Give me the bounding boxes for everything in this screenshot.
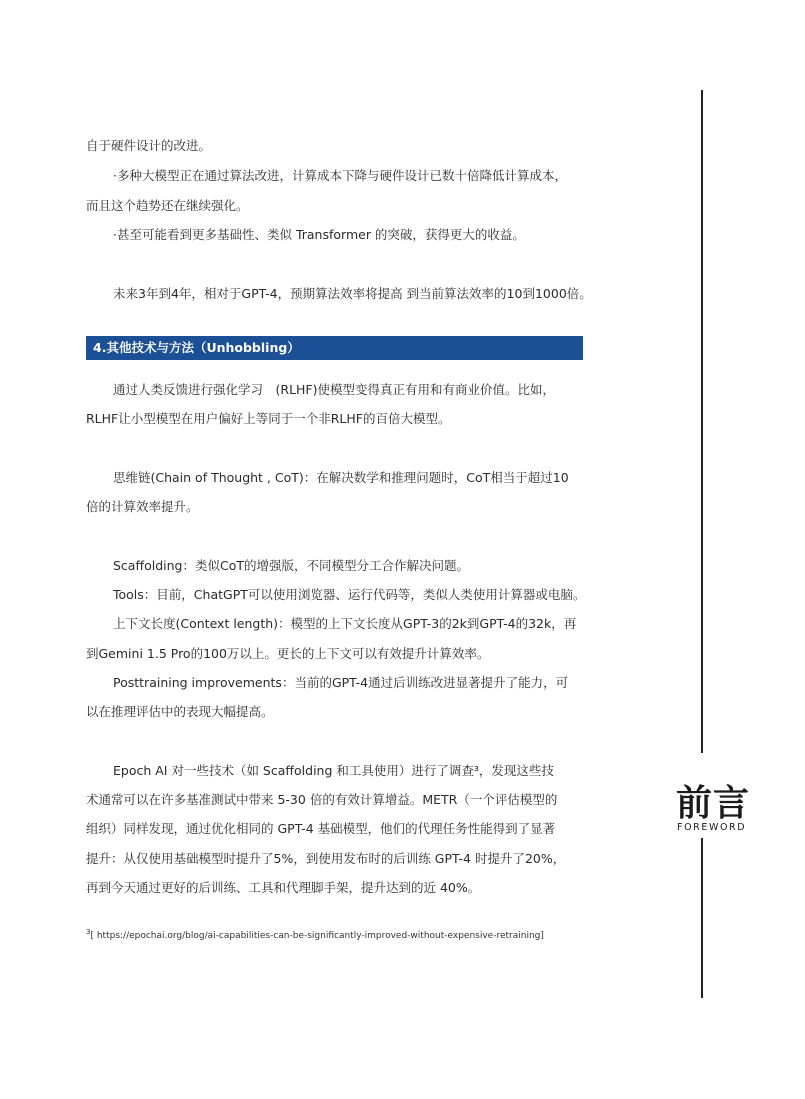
paragraph-line: 术通常可以在许多基准测试中带来 5-30 倍的有效计算增益。METR（一个评估模型的 xyxy=(86,792,558,807)
divider-line-top xyxy=(701,90,703,753)
paragraph-line: 自于硬件设计的改进。 xyxy=(86,138,212,153)
paragraph-line: 思维链(Chain of Thought , CoT)：在解决数学和推理问题时，CoT相当于超过10 xyxy=(113,470,569,485)
paragraph-line: Tools：目前，ChatGPT可以使用浏览器、运行代码等，类似人类使用计算器或电脑。 xyxy=(113,587,586,602)
paragraph-line: 以在推理评估中的表现大幅提高。 xyxy=(86,704,274,719)
paragraph-line: 未来3年到4年，相对于GPT-4，预期算法效率将提高 到当前算法效率的10到1000倍。 xyxy=(113,286,592,301)
paragraph-line: RLHF让小型模型在用户偏好上等同于一个非RLHF的百倍大模型。 xyxy=(86,411,451,426)
divider-line-bottom xyxy=(701,838,703,998)
paragraph-line: ·甚至可能看到更多基础性、类似 Transformer 的突破，获得更大的收益。 xyxy=(113,227,525,242)
footnote-marker: 3 xyxy=(86,928,91,936)
side-title: 前言 xyxy=(676,783,751,824)
footnote-link[interactable]: [ https://epochai.org/blog/ai-capabilities-can-be-significantly-improved-without-expensive-retraining] xyxy=(90,931,544,941)
side-subtitle: FOREWORD xyxy=(677,822,747,833)
paragraph-line: 倍的计算效率提升。 xyxy=(86,499,199,514)
paragraph-line: Epoch AI 对一些技术（如 Scaffolding 和工具使用）进行了调查³，发现这些技 xyxy=(113,763,554,778)
paragraph-line: 而且这个趋势还在继续强化。 xyxy=(86,198,249,213)
paragraph-line: 到Gemini 1.5 Pro的100万以上。更长的上下文可以有效提升计算效率。 xyxy=(86,646,490,661)
paragraph-line: 提升：从仅使用基础模型时提升了5%，到使用发布时的后训练 GPT-4 时提升了20%， xyxy=(86,851,566,866)
paragraph-line: 再到今天通过更好的后训练、工具和代理脚手架，提升达到的近 40%。 xyxy=(86,880,481,895)
paragraph-line: Posttraining improvements：当前的GPT-4通过后训练改进显著提升了能力，可 xyxy=(113,675,569,690)
paragraph-line: ·多种大模型正在通过算法改进，计算成本下降与硬件设计已数十倍降低计算成本， xyxy=(113,168,567,183)
footnote xyxy=(86,928,544,941)
paragraph-line: Scaffolding：类似CoT的增强版，不同模型分工合作解决问题。 xyxy=(113,558,469,573)
paragraph-line: 通过人类反馈进行强化学习 (RLHF)使模型变得真正有用和有商业价值。比如， xyxy=(113,382,555,397)
paragraph-line: 组织）同样发现，通过优化相同的 GPT-4 基础模型，他们的代理任务性能得到了显著 xyxy=(86,821,556,836)
paragraph-line: 上下文长度(Context length)：模型的上下文长度从GPT-3的2k到GPT-4的32k，再 xyxy=(113,616,577,631)
section-heading: 4.其他技术与方法（Unhobbling） xyxy=(86,336,583,360)
